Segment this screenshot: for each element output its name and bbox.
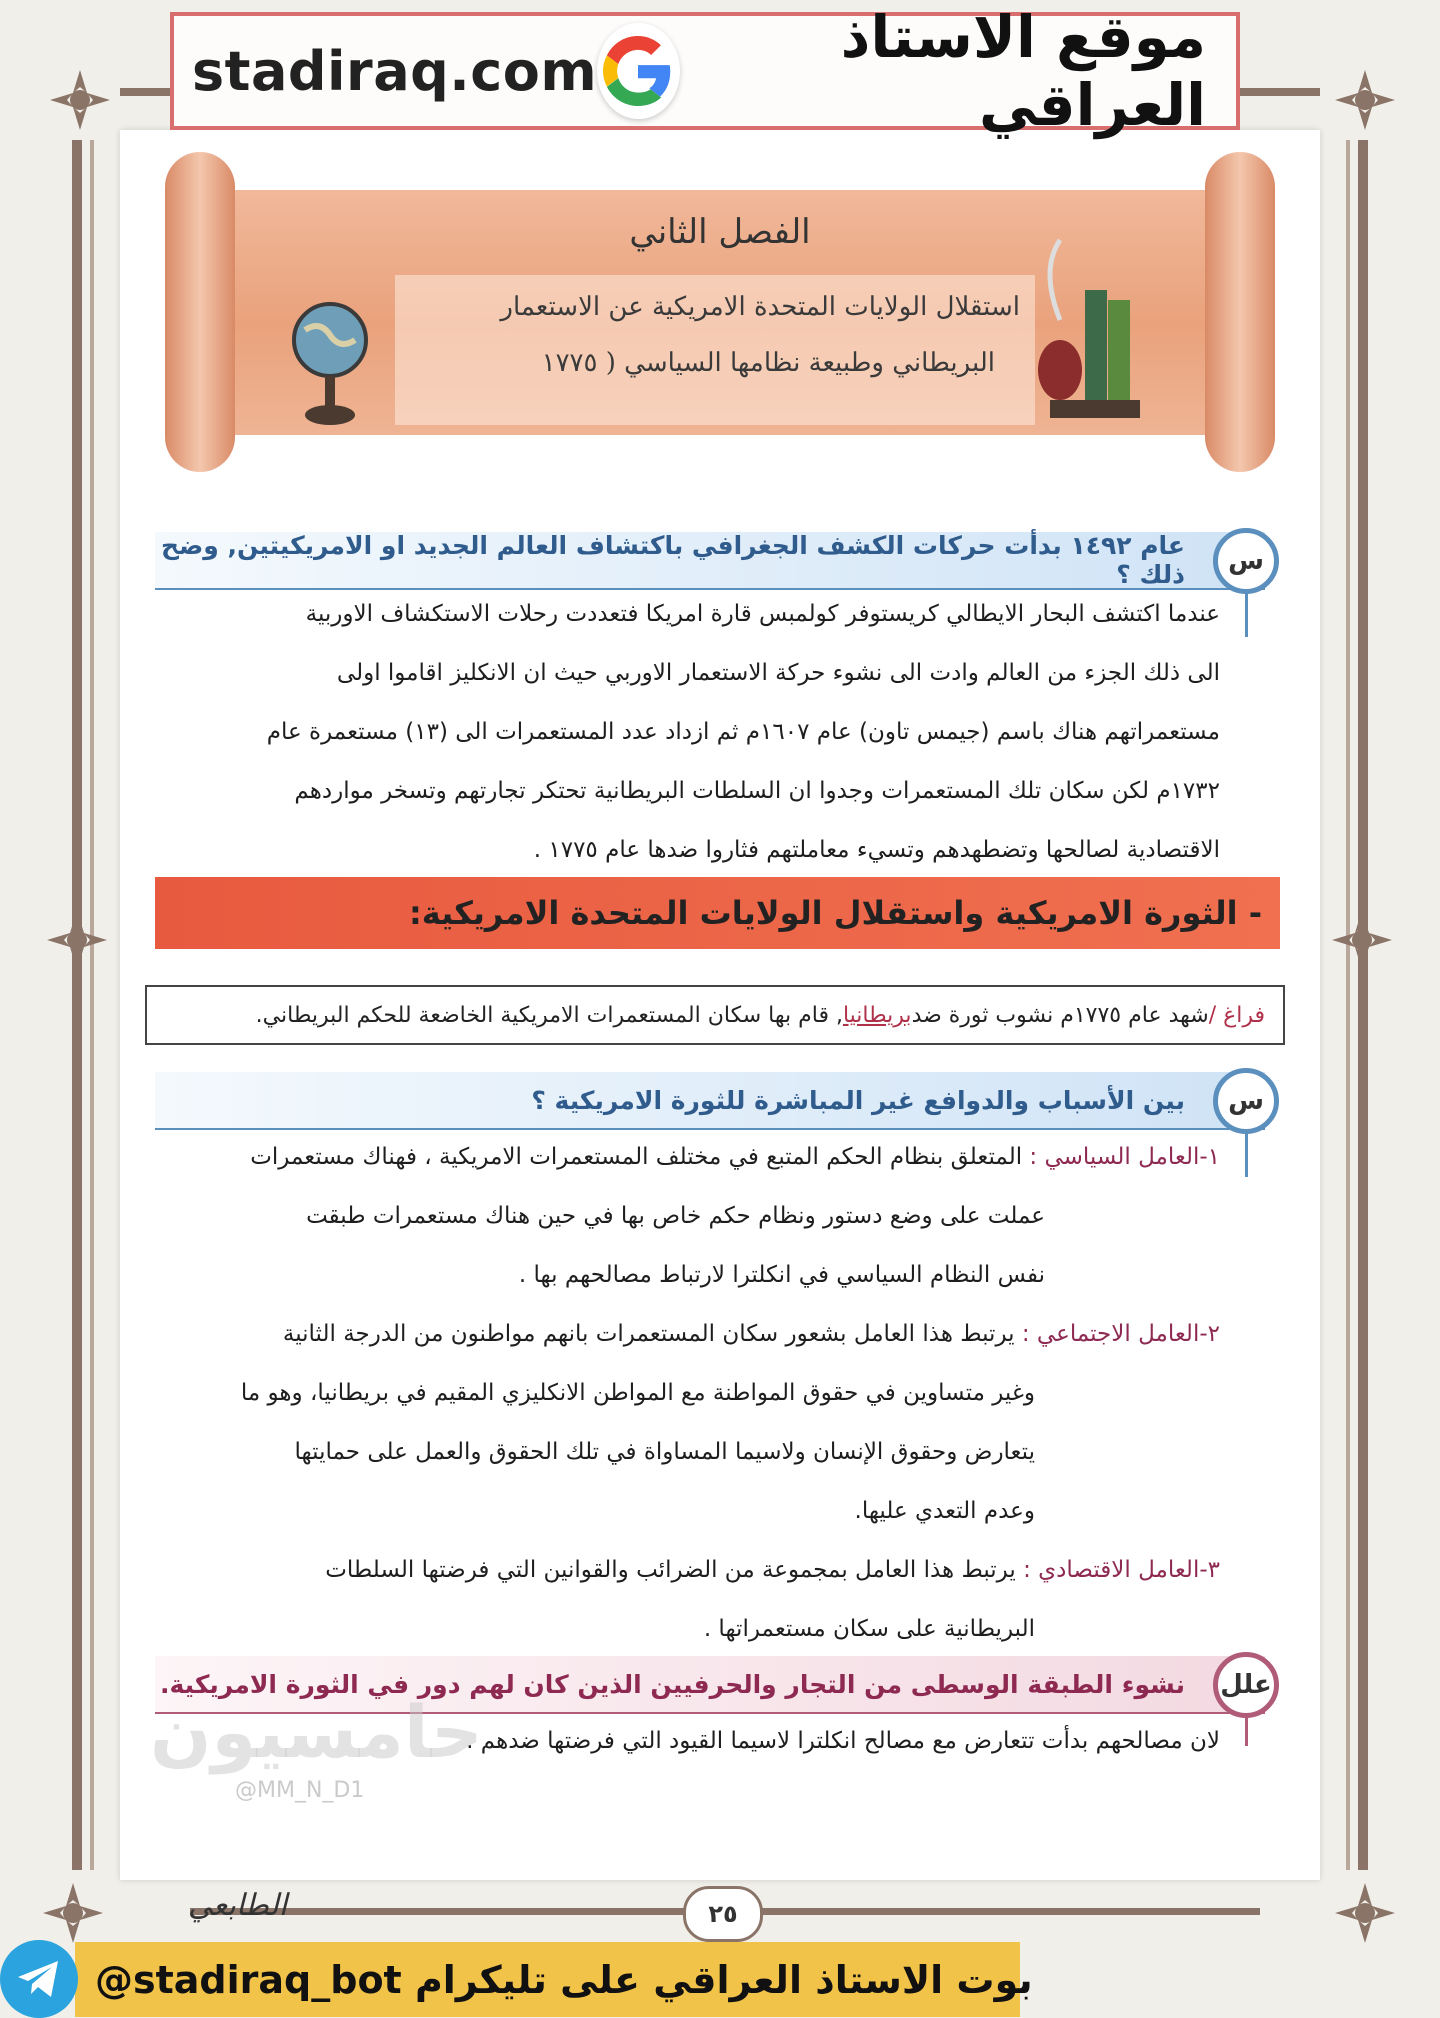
answer-connector <box>1245 592 1248 637</box>
bot-text[interactable]: @stadiraq_bot بوت الاستاذ العراقي على تليكرام <box>95 1957 1033 2002</box>
watermark-name: حامسيون <box>150 1690 483 1774</box>
question-badge: س <box>1213 1068 1279 1134</box>
site-name: موقع الاستاذ العراقي <box>840 3 1206 139</box>
factor-text: يرتبط هذا العامل بشعور سكان المستعمرات بانهم مواطنون من الدرجة الثانية <box>282 1321 1015 1347</box>
fill-text-before: شهد عام ١٧٧٥م نشوب ثورة ضد <box>911 1002 1209 1028</box>
question-2-text: بين الأسباب والدوافع غير المباشرة للثورة الامريكية ؟ <box>531 1085 1185 1115</box>
factor-1-line <box>160 1128 1220 1187</box>
answer-line: مستعمراتهم هناك باسم (جيمس تاون) عام ١٦٠٧م ثم ازداد عدد المستعمرات الى (١٣) مستعمرة عام <box>266 719 1220 745</box>
question-2-header <box>155 1072 1265 1130</box>
site-watermark-banner[interactable] <box>170 3 1240 139</box>
factor-2-line <box>160 1305 1220 1364</box>
globe-icon <box>285 290 375 440</box>
ornament-icon <box>42 905 112 975</box>
answer-line: عندما اكتشف البحار الايطالي كريستوفر كولمبس قارة امريكا فتعددت رحلات الاستكشاف الاوربية <box>305 601 1220 627</box>
ornament-icon <box>1330 1878 1400 1948</box>
printer-signature: الطابعي <box>188 1888 288 1923</box>
question-badge: س <box>1213 528 1279 594</box>
chapter-subtitle-line: البريطاني وطبيعة نظامها السياسي ( ١٧٧٥ <box>541 348 995 378</box>
fill-answer: بريطانيا <box>842 1002 912 1028</box>
factor-line: عملت على وضع دستور ونظام حكم خاص بها في حين هناك مستعمرات طبقت <box>306 1203 1045 1229</box>
factor-line: البريطانية على سكان مستعمراتها . <box>703 1616 1035 1642</box>
factor-line: يتعارض وحقوق الإنسان ولاسيما المساواة في تلك الحقوق والعمل على حمايتها <box>294 1439 1035 1465</box>
telegram-icon[interactable] <box>0 1940 78 2018</box>
ornament-icon <box>1327 905 1397 975</box>
frame-left-bar-inner <box>90 140 94 1870</box>
answer-line: الاقتصادية لصالحها وتضطهدهم وتسيء معاملتهم فثاروا ضدها عام ١٧٧٥ . <box>533 837 1220 863</box>
section-title-banner: - الثورة الامريكية واستقلال الولايات المتحدة الامريكية: <box>155 877 1280 949</box>
factor-1-label: ١-العامل السياسي : <box>1029 1144 1220 1170</box>
ornament-icon <box>38 1878 108 1948</box>
question-1-text: عام ١٤٩٢ بدأت حركات الكشف الجغرافي باكتشاف العالم الجديد او الامريكيتين, وضح ذلك ؟ <box>161 531 1185 589</box>
ornament-icon <box>45 65 115 135</box>
page-number: ٢٥ <box>683 1886 763 1942</box>
telegram-bot-banner[interactable] <box>75 1942 1033 2017</box>
chapter-title: الفصل الثاني <box>629 212 811 252</box>
books-icon <box>1030 230 1150 420</box>
factor-line: نفس النظام السياسي في انكلترا لارتباط مصالحهم بها . <box>518 1262 1045 1288</box>
answer-line: الى ذلك الجزء من العالم وادت الى نشوء حركة الاستعمار الاوربي حيث ان الانكليز اقاموا اولى <box>336 660 1220 686</box>
reason-badge: علل <box>1213 1652 1279 1718</box>
question-3-text: نشوء الطبقة الوسطى من التجار والحرفيين الذين كان لهم دور في الثورة الامريكية. <box>160 1669 1185 1699</box>
fill-text-after: , قام بها سكان المستعمرات الامريكية الخاضعة للحكم البريطاني. <box>255 1002 843 1028</box>
fill-label: فراغ / <box>1208 1002 1265 1028</box>
google-g-icon <box>597 23 679 119</box>
factor-text: المتعلق بنظام الحكم المتبع في مختلف المستعمرات الامريكية ، فهناك مستعمرات <box>250 1144 1023 1170</box>
factor-3-line <box>160 1541 1220 1600</box>
question-1-header <box>155 532 1265 590</box>
factor-2-label: ٢-العامل الاجتماعي : <box>1021 1321 1220 1347</box>
factor-line: وعدم التعدي عليها. <box>854 1498 1035 1524</box>
site-url[interactable]: stadiraq.com <box>192 39 598 103</box>
fill-in-blank-box <box>145 985 1285 1045</box>
ornament-icon <box>1330 65 1400 135</box>
answer-connector <box>1245 1716 1248 1746</box>
factor-text: يرتبط هذا العامل بمجموعة من الضرائب والقوانين التي فرضتها السلطات <box>325 1557 1016 1583</box>
factor-line: وغير متساوين في حقوق المواطنة مع المواطن الانكليزي المقيم في بريطانيا، وهو ما <box>240 1380 1035 1406</box>
factor-3-label: ٣-العامل الاقتصادي : <box>1023 1557 1220 1583</box>
frame-left-bar <box>72 140 82 1870</box>
chapter-subtitle-line: استقلال الولايات المتحدة الامريكية عن الاستعمار <box>500 292 1020 322</box>
answer-line: لان مصالحهم بدأت تتعارض مع مصالح انكلترا لاسيما القيود التي فرضتها ضدهم . <box>466 1728 1220 1754</box>
scroll-roll-left <box>165 152 235 472</box>
frame-right-bar <box>1358 140 1368 1870</box>
answer-2 <box>160 1128 1220 1659</box>
answer-1 <box>160 585 1220 880</box>
scroll-roll-right <box>1205 152 1275 472</box>
frame-right-bar-inner <box>1346 140 1350 1870</box>
answer-connector <box>1245 1132 1248 1177</box>
watermark-handle: @MM_N_D1 <box>235 1778 365 1803</box>
answer-line: ١٧٣٢م لكن سكان تلك المستعمرات وجدوا ان السلطات البريطانية تحتكر تجارتهم وتسخر مواردهم <box>294 778 1220 804</box>
